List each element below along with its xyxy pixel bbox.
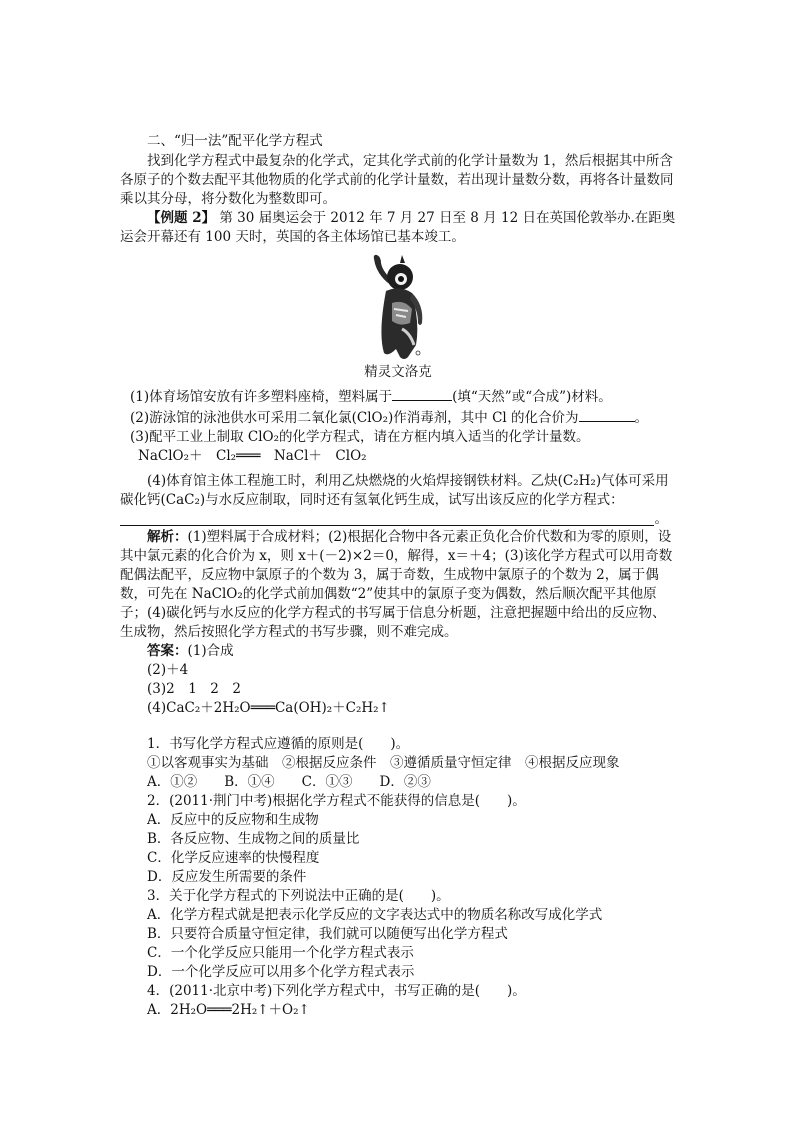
example-question-2: (2)游泳馆的泳池供水可采用二氧化氯(ClO₂)作消毒剂，其中 Cl 的化合价为 。 [120, 407, 676, 428]
question-option[interactable]: C．化学反应速率的快慢程度 [147, 850, 320, 866]
question-option[interactable]: ①以客观事实为基础 ②根据反应条件 ③遵循质量守恒定律 ④根据反应现象 [147, 755, 620, 771]
example-label: 【例题 2】 [147, 210, 216, 226]
question-option[interactable]: B．只要符合质量守恒定律，我们就可以随便写出化学方程式 [147, 926, 508, 942]
question-option[interactable]: A．2H₂O═══2H₂↑＋O₂↑ [147, 1002, 310, 1018]
image-caption: 精灵文洛克 [364, 364, 432, 380]
equation-answer-line[interactable]: 。 [120, 510, 654, 526]
answer-2: (2)＋4 [147, 662, 189, 678]
question-option[interactable]: B．各反应物、生成物之间的质量比 [147, 831, 360, 847]
question-option[interactable]: D．一个化学反应可以用多个化学方程式表示 [147, 964, 415, 980]
question-stem: 3．关于化学方程式的下列说法中正确的是( )。 [147, 888, 450, 904]
analysis-text: (1)塑料属于合成材料；(2)根据化合物中各元素正负化合价代数和为零的原则，设其中氯元素的化合价为 x，则 x＋(－2)×2＝0，解得，x＝＋4；(3)该化学方程式可以用奇数配偶法配平，反应物中氯原子的个数为 3，属于奇数，生成物中氯原子的个数为 2，属于偶数，可先在 NaClO₂的化学式前加偶数“2”使其中的氯原子变为偶数，然后顺次配平其他原子；(4)碳化钙与水反应的化学方程式的书写属于信息分析题，注意把握题中给出的反应物、生成物，然后按照化学方程式的书写步骤，则不难完成。 [120, 529, 673, 640]
question-stem: 2．(2011·荆门中考)根据化学方程式不能获得的信息是( )。 [147, 793, 526, 809]
section-intro: 找到化学方程式中最复杂的化学式，定其化学式前的化学计量数为 1，然后根据其中所含各原子的个数去配平其他物质的化学式前的化学计量数，若出现计量数分数，再将各计量数同乘以其分母，将分数化为整数即可。 [120, 153, 674, 207]
analysis-paragraph [120, 528, 676, 642]
answer-4: (4)CaC₂＋2H₂O═══Ca(OH)₂＋C₂H₂↑ [147, 700, 390, 716]
answer-1: (1)合成 [187, 643, 234, 659]
example-equation: NaClO₂＋ Cl₂═══ NaCl＋ ClO₂ [138, 448, 367, 464]
example-question-4: (4)体育馆主体工程施工时，利用乙炔燃烧的火焰焊接钢铁材料。乙炔(C₂H₂)气体可采用碳化钙(CaC₂)与水反应制取，同时还有氢氧化钙生成，试写出该反应的化学方程式： [120, 473, 669, 508]
answer-block [120, 642, 676, 718]
question-option[interactable]: C．一个化学反应只能用一个化学方程式表示 [147, 945, 414, 961]
mascot-wenlock-image [358, 253, 438, 361]
question-option[interactable]: A．化学方程式就是把表示化学反应的文字表达式中的物质名称改写成化学式 [147, 907, 603, 923]
example-paragraph [120, 209, 676, 247]
example-text: 第 30 届奥运会于 2012 年 7 月 27 日至 8 月 12 日在英国伦敦举办.在距奥运会开幕还有 100 天时，英国的各主体场馆已基本竣工。 [120, 210, 676, 245]
question-stem: 4．(2011·北京中考)下列化学方程式中，书写正确的是( )。 [147, 983, 526, 999]
question-option[interactable]: A．①② B．①④ C．①③ D．②③ [147, 774, 431, 790]
exercise-list [120, 735, 676, 1020]
answer-3: (3)2 1 2 2 [147, 681, 241, 697]
section-heading: 二、“归一法”配平化学方程式 [147, 133, 323, 149]
document-page [120, 132, 676, 1020]
question-option[interactable]: A．反应中的反应物和生成物 [147, 812, 319, 828]
answer-blank[interactable] [579, 407, 635, 422]
answer-label: 答案： [147, 643, 188, 659]
example-question-3: (3)配平工业上制取 ClO₂的化学方程式，请在方框内填入适当的化学计量数。 [130, 429, 590, 445]
question-stem: 1．书写化学方程式应遵循的原则是( )。 [147, 736, 410, 752]
analysis-label: 解析： [147, 529, 188, 545]
question-option[interactable]: D．反应发生所需要的条件 [147, 869, 307, 885]
example-question-1: (1)体育场馆安放有许多塑料座椅，塑料属于 (填“天然”或“合成”)材料。 [120, 386, 676, 407]
answer-blank[interactable] [392, 386, 452, 401]
